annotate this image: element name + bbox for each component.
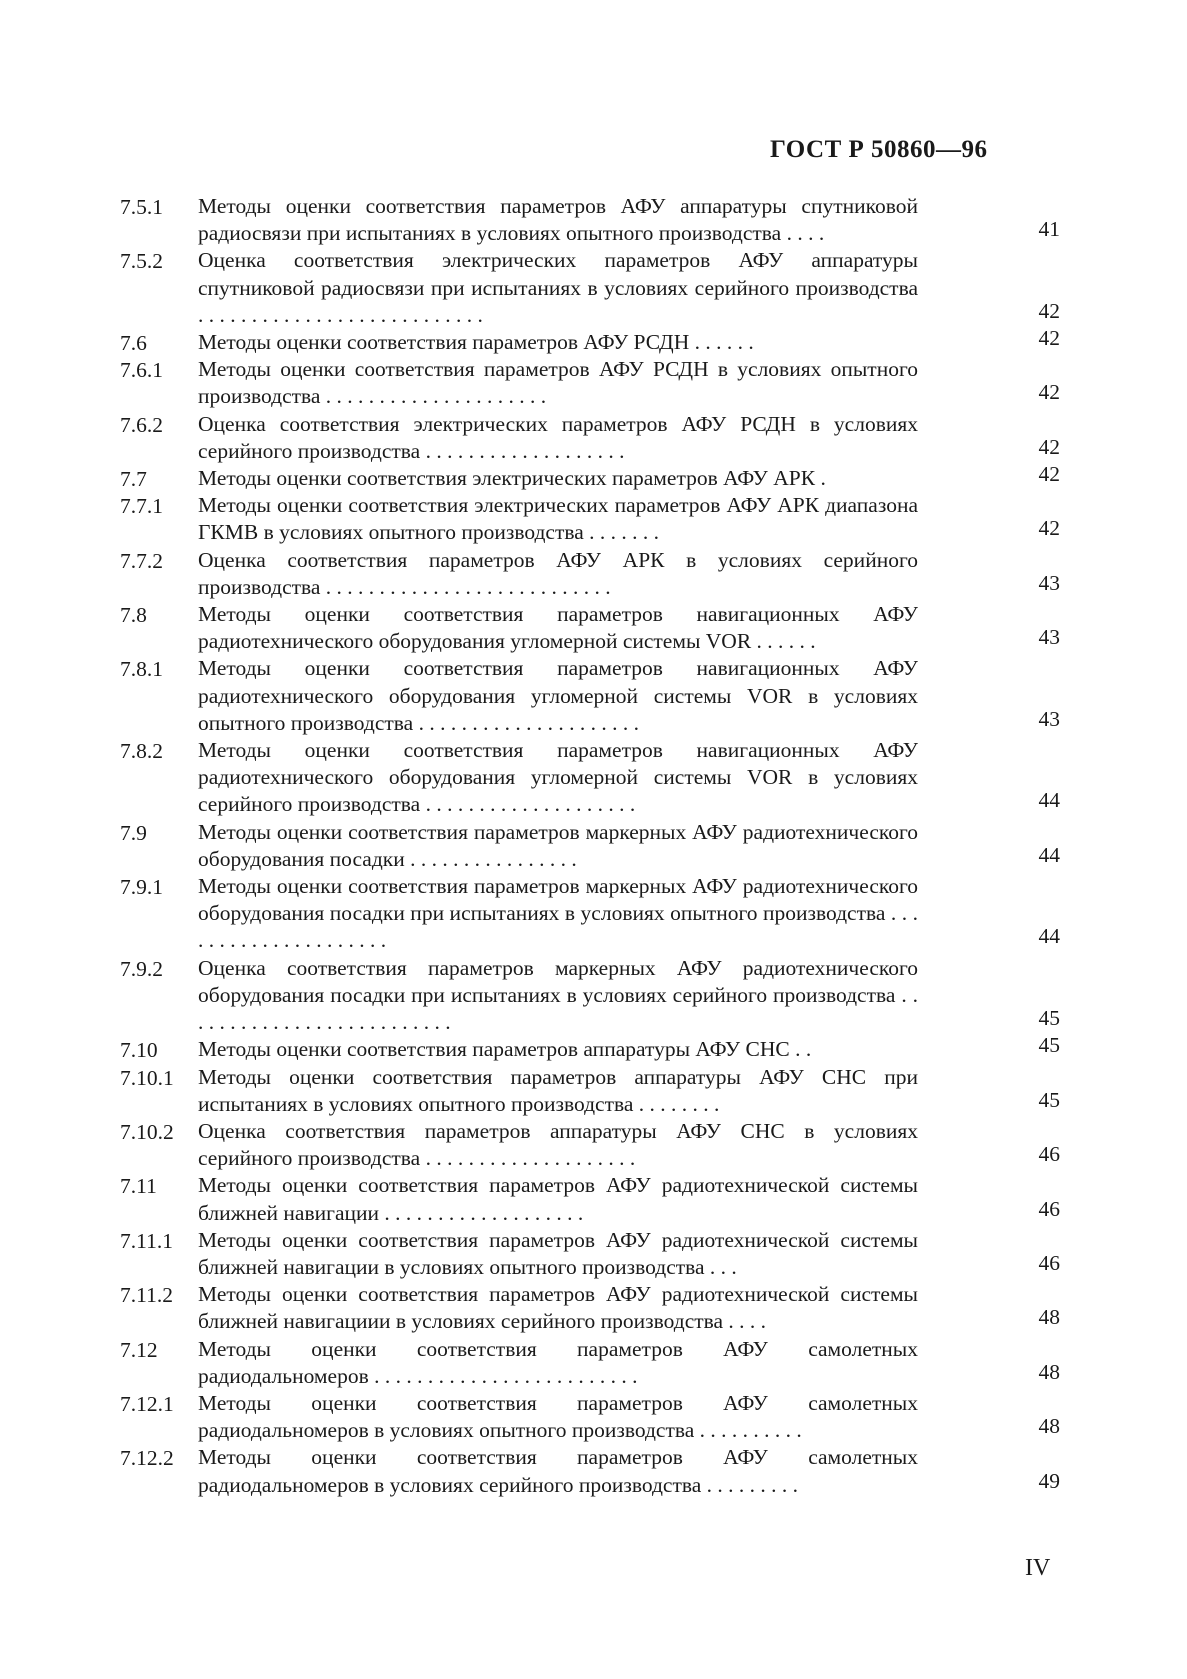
page-ref: 42: [1038, 516, 1060, 541]
section-number: 7.12.1: [120, 1391, 174, 1416]
section-number: 7.5.1: [120, 195, 163, 219]
section-title: Методы оценки соответствия параметров АФУ радиотехнической системы ближней навигациии в условиях серийного производства . . . .: [198, 1282, 918, 1334]
section-number: 7.9.1: [120, 875, 163, 900]
section-number: 7.8: [120, 603, 147, 628]
toc-entry: [120, 1281, 1060, 1335]
toc-entry: [120, 955, 1060, 1037]
section-number: 7.9.2: [120, 956, 163, 981]
page-ref: 48: [1038, 1414, 1060, 1439]
section-title: Методы оценки соответствия параметров маркерных АФУ радиотехнического оборудования посадки . . . . . . . . . . . . . . . .: [198, 819, 918, 871]
page-ref: 45: [1038, 1006, 1060, 1031]
toc-entry: [120, 1172, 1060, 1226]
section-title: Методы оценки соответствия параметров АФУ аппаратуры спутниковой радиосвязи при испытаниях в условиях опытного производства . . . .: [198, 194, 918, 246]
section-number: 7.11: [120, 1174, 157, 1199]
toc-entry: [120, 247, 1060, 329]
page-ref: 46: [1038, 1250, 1060, 1275]
toc-entry: [120, 1227, 1060, 1281]
page-ref: 48: [1038, 1305, 1060, 1330]
page-ref: 44: [1038, 924, 1060, 949]
page-ref: 42: [1038, 434, 1060, 459]
section-title: Методы оценки соответствия параметров АФУ самолетных радиодальномеров в условиях опытного производства . . . . . . . . . .: [198, 1390, 918, 1443]
section-title: Методы оценки соответствия электрических параметров АФУ АРК .: [198, 466, 826, 491]
page-ref: 45: [1038, 1087, 1060, 1112]
toc-entry: [120, 655, 1060, 737]
toc-entry: [120, 1336, 1060, 1390]
section-title: Оценка соответствия электрических параметров АФУ аппаратуры спутниковой радиосвязи при испытаниях в условиях серийного производства . . . . . . . . . . . . . . . . . . . . . . . . . . .: [198, 248, 918, 327]
toc-entry: [120, 601, 1060, 655]
section-number: 7.10.2: [120, 1119, 174, 1144]
section-title: Методы оценки соответствия параметров навигационных АФУ радиотехнического оборудования угломерной системы VOR в условиях опытного производства . . . . . . . . . . . . . . . . . . . . .: [198, 656, 918, 735]
section-title: Оценка соответствия параметров маркерных АФУ радиотехнического оборудования посадки при испытаниях в условиях серийного производства . . . . . . . . . . . . . . . . . . . . . . . . . .: [198, 955, 918, 1035]
section-title: Оценка соответствия параметров аппаратуры АФУ СНС в условиях серийного производства . . . . . . . . . . . . . . . . . . . .: [198, 1118, 918, 1171]
page-ref: 48: [1038, 1359, 1060, 1384]
section-number: 7.7.2: [120, 548, 163, 573]
section-number: 7.12.2: [120, 1446, 174, 1471]
page-ref: 41: [1038, 217, 1060, 242]
page-ref: 44: [1038, 788, 1060, 813]
toc-entry: [120, 1064, 1060, 1118]
section-number: 7.9: [120, 820, 147, 845]
section-number: 7.6.1: [120, 358, 163, 383]
section-number: 7.7: [120, 467, 147, 492]
section-title: Методы оценки соответствия параметров АФУ самолетных радиодальномеров в условиях серийного производства . . . . . . . . .: [198, 1445, 918, 1497]
section-title: Методы оценки соответствия параметров АФУ РСДН . . . . . .: [198, 330, 754, 355]
toc-entry: [120, 1444, 1060, 1498]
section-title: Методы оценки соответствия параметров навигационных АФУ радиотехнического оборудования угломерной системы VOR . . . . . .: [198, 602, 918, 654]
page-ref: 46: [1038, 1196, 1060, 1221]
section-number: 7.11.2: [120, 1283, 173, 1308]
toc-entry: [120, 547, 1060, 601]
toc-entry: [120, 819, 1060, 873]
section-number: 7.8.1: [120, 657, 163, 682]
section-number: 7.6: [120, 331, 147, 356]
toc-entry: [120, 1390, 1060, 1444]
page-ref: 42: [1038, 380, 1060, 405]
section-number: 7.10: [120, 1038, 158, 1063]
page-ref: 43: [1038, 706, 1060, 731]
table-of-contents: [120, 193, 1060, 1499]
section-title: Методы оценки соответствия параметров АФУ РСДН в условиях опытного производства . . . . . . . . . . . . . . . . . . . . .: [198, 357, 918, 409]
section-number: 7.8.2: [120, 739, 163, 764]
page-ref: 44: [1038, 842, 1060, 867]
toc-entry: [120, 492, 1060, 546]
section-number: 7.6.2: [120, 412, 163, 437]
toc-entry: [120, 462, 1060, 492]
section-title: Методы оценки соответствия параметров АФУ радиотехнической системы ближней навигации в условиях опытного производства . . .: [198, 1227, 918, 1279]
toc-entry: [120, 326, 1060, 356]
toc-entry: [120, 873, 1060, 955]
section-title: Методы оценки соответствия параметров маркерных АФУ радиотехнического оборудования посадки при испытаниях в условиях опытного производства . . . . . . . . . . . . . . . . . . . . .: [198, 874, 918, 953]
page-ref: 42: [1038, 298, 1060, 323]
section-number: 7.7.1: [120, 494, 163, 519]
page-ref: 43: [1038, 625, 1060, 650]
page-ref: 45: [1038, 1033, 1060, 1058]
document-header: ГОСТ Р 50860—96: [770, 136, 988, 163]
section-title: Методы оценки соответствия параметров АФУ самолетных радиодальномеров . . . . . . . . . . . . . . . . . . . . . . . . .: [198, 1336, 918, 1388]
toc-entry: [120, 193, 1060, 247]
section-title: Методы оценки соответствия параметров аппаратуры АФУ СНС . .: [198, 1037, 812, 1062]
toc-entry: [120, 411, 1060, 465]
toc-entry: [120, 1118, 1060, 1172]
section-number: 7.12: [120, 1337, 158, 1362]
section-title: Методы оценки соответствия электрических параметров АФУ АРК диапазона ГКМВ в условиях опытного производства . . . . . . .: [198, 493, 918, 545]
toc-entry: [120, 1033, 1060, 1063]
section-title: Методы оценки соответствия параметров аппаратуры АФУ СНС при испытаниях в условиях опытного производства . . . . . . . .: [198, 1064, 918, 1116]
page-ref: 46: [1038, 1142, 1060, 1167]
section-title: Методы оценки соответствия параметров АФУ радиотехнической системы ближней навигации . . . . . . . . . . . . . . . . . . .: [198, 1173, 918, 1225]
section-number: 7.10.1: [120, 1065, 174, 1090]
toc-entry: [120, 737, 1060, 819]
section-number: 7.11.1: [120, 1228, 173, 1253]
page-ref: 43: [1038, 570, 1060, 595]
section-title: Оценка соответствия электрических параметров АФУ РСДН в условиях серийного производства . . . . . . . . . . . . . . . . . . .: [198, 411, 918, 463]
section-number: 7.5.2: [120, 249, 163, 274]
section-title: Методы оценки соответствия параметров навигационных АФУ радиотехнического оборудования угломерной системы VOR в условиях серийного производства . . . . . . . . . . . . . . . . . . . .: [198, 738, 918, 817]
page-ref: 42: [1038, 326, 1060, 351]
toc-entry: [120, 356, 1060, 410]
page-number: IV: [1025, 1555, 1051, 1581]
section-title: Оценка соответствия параметров АФУ АРК в условиях серийного производства . . . . . . . . . . . . . . . . . . . . . . . . . . .: [198, 547, 918, 599]
page-ref: 42: [1038, 462, 1060, 487]
page-ref: 49: [1038, 1468, 1060, 1493]
